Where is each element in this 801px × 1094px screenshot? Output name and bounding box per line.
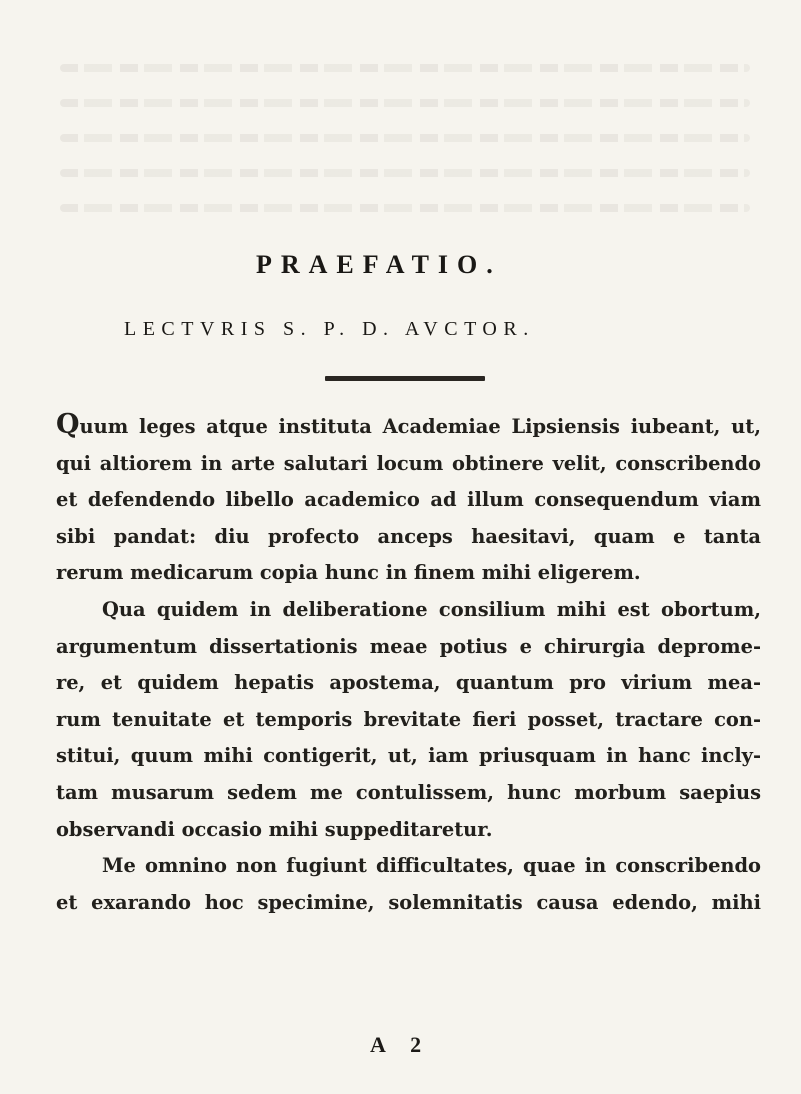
- text-line: [56, 409, 761, 446]
- body-text: [56, 409, 761, 921]
- text-line: rum tenuitate et temporis brevitate fieri posset, tractare con-: [56, 707, 761, 731]
- text-line: qui altiorem in arte salutari locum obtinere velit, conscribendo: [56, 451, 761, 475]
- bleed-line: [60, 134, 750, 142]
- bleed-line: [60, 204, 750, 212]
- text-line: et defendendo libello academico ad illum consequendum viam: [56, 488, 761, 512]
- bleed-line: [60, 169, 750, 177]
- divider-rule: [325, 376, 485, 381]
- text-line: Me omnino non fugiunt difficultates, quae in conscribendo: [102, 854, 761, 878]
- text-line: re, et quidem hepatis apostema, quantum pro virium mea-: [56, 671, 761, 695]
- text-line: et exarando hoc specimine, solemnitatis causa edendo, mihi: [56, 890, 761, 914]
- text-line: rerum medicarum copia hunc in finem mihi eligerem.: [56, 561, 641, 585]
- text-line: observandi occasio mihi suppeditaretur.: [56, 817, 493, 841]
- text-line: sibi pandat: diu profecto anceps haesitavi, quam e tanta: [56, 524, 761, 548]
- text-line: stitui, quum mihi contigerit, ut, iam priusquam in hanc incly-: [56, 744, 761, 768]
- signature-mark: A 2: [370, 1032, 432, 1057]
- text-line: argumentum dissertationis meae potius e chirurgia deprome-: [56, 634, 761, 658]
- drop-cap: Q: [56, 409, 80, 440]
- text-line-content: uum leges atque instituta Academiae Lipsiensis iubeant, ut,: [79, 415, 761, 438]
- page-title: PRAEFATIO.: [256, 250, 502, 279]
- bleed-line: [60, 64, 750, 72]
- page-subtitle: LECTVRIS S. P. D. AVCTOR.: [124, 318, 535, 340]
- bleed-line: [60, 99, 750, 107]
- text-line: tam musarum sedem me contulissem, hunc morbum saepius: [56, 780, 761, 804]
- text-line: Qua quidem in deliberatione consilium mihi est obortum,: [102, 597, 761, 621]
